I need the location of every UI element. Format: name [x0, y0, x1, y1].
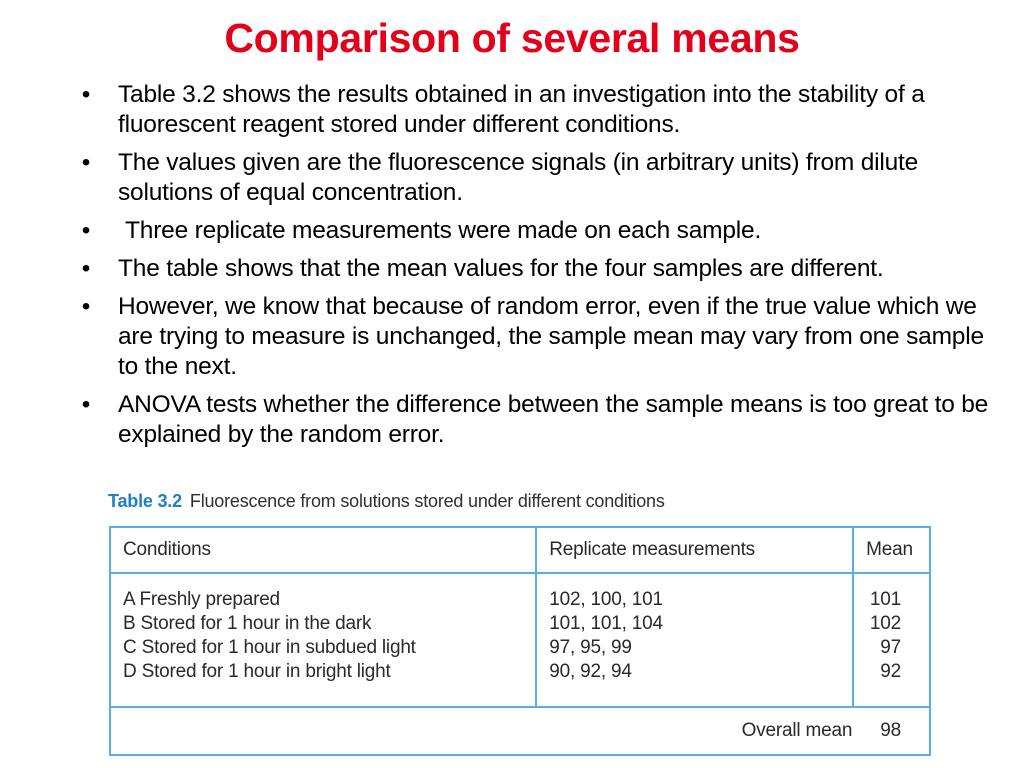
- fluorescence-table: [109, 526, 931, 756]
- bullet-item: [76, 80, 996, 140]
- bullet-text: The values given are the fluorescence signals (in arbitrary units) from dilute solutions of equal concentration.: [118, 149, 919, 206]
- condition-cell: B Stored for 1 hour in the dark: [123, 613, 372, 634]
- condition-cell: A Freshly prepared: [123, 589, 280, 610]
- table-number: Table 3.2: [108, 491, 182, 511]
- measurements-cell: 101, 101, 104: [549, 613, 663, 634]
- table-caption-text: Fluorescence from solutions stored under different conditions: [189, 491, 665, 511]
- bullet-item: [76, 390, 996, 450]
- bullet-item: [76, 148, 996, 208]
- overall-mean-label: Overall mean: [741, 720, 853, 741]
- bullet-list: [76, 80, 996, 458]
- bullet-marker: •: [81, 293, 91, 320]
- overall-mean-value: 98: [880, 720, 901, 741]
- bullet-marker: •: [81, 81, 91, 108]
- condition-cell: C Stored for 1 hour in subdued light: [123, 637, 416, 658]
- bullet-text: However, we know that because of random error, even if the true value which we are trying to measure is unchanged, the sample mean may vary from one sample to the next.: [118, 293, 984, 380]
- header-mean: Mean: [853, 527, 930, 573]
- mean-cell: 101: [869, 589, 901, 610]
- measurements-cell: 102, 100, 101: [549, 589, 663, 610]
- bullet-text: Table 3.2 shows the results obtained in an investigation into the stability of a fluorescent reagent stored under different conditions.: [118, 81, 925, 138]
- bullet-marker: •: [81, 391, 91, 418]
- bullet-item: [76, 216, 996, 246]
- conditions-column: [110, 573, 536, 707]
- table-body-row: [110, 573, 930, 707]
- measurements-column: [536, 573, 853, 707]
- measurements-cell: 90, 92, 94: [549, 661, 632, 682]
- bullet-marker: •: [81, 255, 91, 282]
- mean-cell: 92: [880, 661, 901, 682]
- bullet-marker: •: [81, 217, 91, 244]
- bullet-item: [76, 292, 996, 382]
- table-footer-row: [110, 707, 930, 755]
- table-header-row: [110, 527, 930, 573]
- mean-cell: 102: [869, 613, 901, 634]
- bullet-text: The table shows that the mean values for the four samples are different.: [118, 255, 884, 282]
- bullet-text: ANOVA tests whether the difference between the sample means is too great to be explained by the random error.: [118, 391, 989, 448]
- overall-mean-cell: [110, 707, 930, 755]
- condition-cell: D Stored for 1 hour in bright light: [123, 661, 391, 682]
- mean-column: [853, 573, 930, 707]
- mean-cell: 97: [880, 637, 901, 658]
- bullet-item: [76, 254, 996, 284]
- bullet-marker: •: [81, 149, 91, 176]
- table-caption: [108, 488, 665, 514]
- measurements-cell: 97, 95, 99: [549, 637, 632, 658]
- header-conditions: Conditions: [110, 527, 536, 573]
- header-replicate-measurements: Replicate measurements: [536, 527, 853, 573]
- slide-title: Comparison of several means: [224, 15, 800, 61]
- bullet-text: Three replicate measurements were made on each sample.: [125, 217, 762, 244]
